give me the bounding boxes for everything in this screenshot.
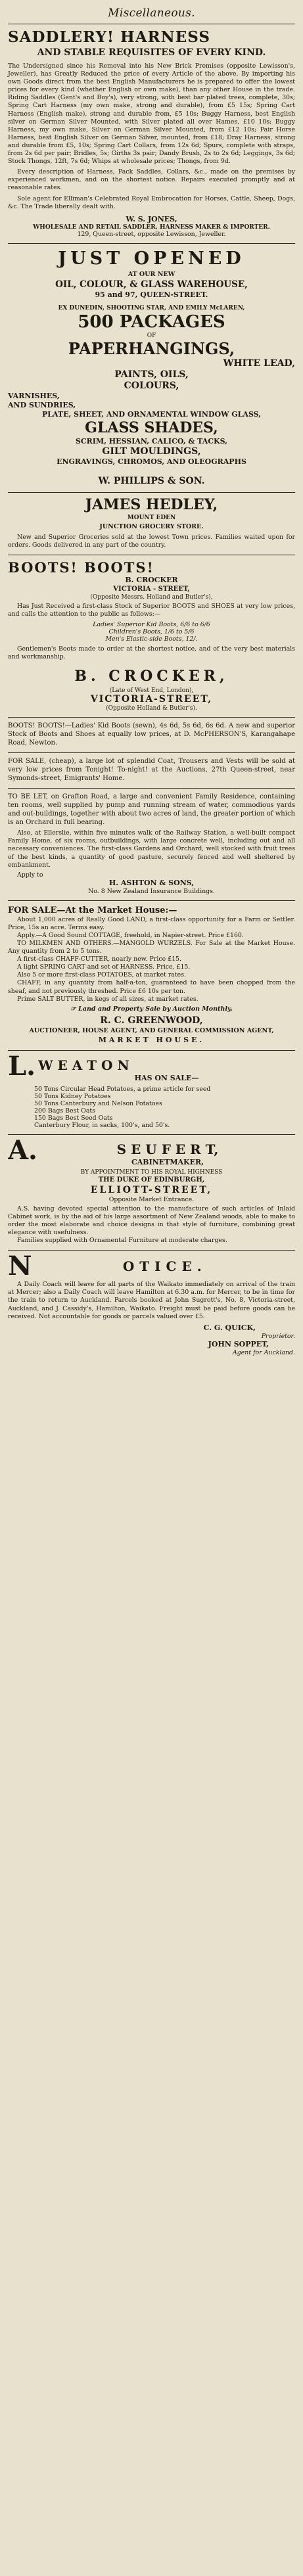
ad-body: Prime SALT BUTTER, in kegs of all sizes, at market rates.: [17, 995, 198, 1003]
ad-headline: JUST OPENED: [58, 248, 245, 269]
ad-list-item: 50 Tons Kidney Potatoes: [34, 1092, 111, 1100]
ad-title: AUCTIONEER, HOUSE AGENT, AND GENERAL COMMISSION AGENT,: [29, 1026, 274, 1034]
ad-headline: OTICE.: [122, 1258, 207, 1275]
ad-body-2: Also, at Ellerslie, within five minutes walk of the Railway Station, a well-built compact Family Home, of six rooms, outbuildings, with large concrete well, including out and all necessary conveniences. The first-class Gardens and Orchard, well stocked with fruit trees of the best kinds, a quantity of good pasture, securely fenced and well sheltered by embankment.: [8, 829, 295, 869]
ad-body: A light SPRING CART and set of HARNESS. Price, £15.: [17, 963, 191, 971]
ad-headline: W E A T O N: [38, 1057, 129, 1073]
ad-list-item: 50 Tons Canterbury and Nelson Potatoes: [34, 1099, 162, 1107]
ad-body: Apply.—A Good Sound COTTAGE, freehold, in Napier-street. Price £160.: [17, 931, 244, 939]
ad-body: New and Superior Groceries sold at the lowest Town prices. Families waited upon for orders. Goods delivered in any part of the country.: [8, 533, 295, 549]
ad-line: 95 and 97, QUEEN-STREET.: [95, 290, 208, 299]
ad-name: JOHN SOPPET,: [208, 1339, 269, 1348]
ad-line: VARNISHES,: [8, 391, 60, 400]
ad-subheadline: AND STABLE REQUISITES OF EVERY KIND.: [37, 47, 266, 58]
ad-name: R. C. GREENWOOD,: [100, 1015, 203, 1026]
ad-signature: W. PHILLIPS & SON.: [98, 475, 205, 486]
ad-line: VICTORIA-STREET,: [90, 694, 213, 705]
ad-signature-title: WHOLESALE AND RETAIL SADDLER, HARNESS MAKER & IMPORTER.: [33, 223, 270, 231]
ad-headline: S E U F E R T,: [116, 1141, 219, 1157]
ad-for-sale-cheap: [8, 753, 295, 789]
ad-paperhangings: PAPERHANGINGS,: [68, 338, 235, 358]
ad-packages: 500 PACKAGES: [78, 311, 225, 332]
ad-line: JUNCTION GROCERY STORE.: [99, 522, 204, 530]
ad-line: PLATE, SHEET, AND ORNAMENTAL WINDOW GLASS,: [41, 409, 262, 419]
ad-line: (Opposite Holland & Butler's).: [106, 705, 197, 712]
ad-address: 129, Queen-street, opposite Lewisson, Jeweller.: [77, 230, 226, 238]
ad-initial: A.: [8, 1138, 37, 1166]
ad-line: AND SUNDRIES,: [8, 400, 76, 409]
ad-just-opened: [8, 244, 295, 493]
ad-line: GILT MOULDINGS,: [102, 446, 201, 457]
ad-line: SCRIM, HESSIAN, CALICO, & TACKS,: [75, 436, 228, 446]
ad-hedley: [8, 493, 295, 555]
ad-headline: FOR SALE—At the Market House:—: [8, 905, 177, 915]
ad-initial: L.: [8, 1054, 36, 1082]
ad-list-item: Children's Boots, 1/6 to 5/6: [108, 628, 195, 636]
ad-body: FOR SALE, (cheap), a large lot of splendid Coat, Trousers and Vests will be sold at very low prices from Tonight! To-night! at the Auctions, 27th Queen-street, near Symonds-street, Emigrants' Home.: [8, 758, 295, 783]
ad-list-item: 200 Bags Best Oats: [34, 1107, 95, 1115]
ad-name: B. CROCKER: [125, 575, 178, 584]
ad-boots-mcpherson: [8, 718, 295, 753]
ad-body-3: Sole agent for Elliman's Celebrated Royal Embrocation for Horses, Cattle, Sheep, Dogs, &c. The Trade liberally dealt with.: [8, 195, 295, 210]
ad-body: A.S. having devoted special attention to the manufacture of such articles of Inlaid Cabinet work, is by the aid of his large assortment of New Zealand woods, able to make to order the most elaborate and choice designs in that style of furniture, combining great elegance with usefulness.: [8, 1205, 295, 1237]
ad-body: Also 5 or more first-class POTATOES, at market rates.: [17, 971, 186, 979]
ad-glass-shades: GLASS SHADES,: [85, 419, 218, 436]
ad-initial: N: [8, 1254, 32, 1279]
ad-title: CABINETMAKER,: [131, 1157, 204, 1166]
ad-list-item: 150 Bags Best Seed Oats: [34, 1114, 113, 1122]
ad-line: ENGRAVINGS, CHROMOS, AND OLEOGRAPHS: [57, 457, 246, 466]
ad-role: Proprietor.: [261, 1332, 295, 1340]
ad-body-2: Families supplied with Ornamental Furniture at moderate charges.: [17, 1237, 227, 1245]
section-header: Miscellaneous.: [8, 4, 295, 24]
ad-to-be-let: [8, 789, 295, 900]
ad-line: PAINTS, OILS,: [114, 369, 189, 380]
hand-pointer-icon: ☞: [70, 1005, 79, 1013]
ad-line: ELLIOTT-STREET,: [90, 1184, 213, 1195]
ad-body: About 1,000 acres of Really Good LAND, a first-class opportunity for a Farm or Settler. Price, 15s an acre. Terms easy.: [8, 915, 295, 931]
ad-line: HAS ON SALE—: [134, 1073, 199, 1082]
ad-line: BY APPOINTMENT TO HIS ROYAL HIGHNESS: [80, 1168, 223, 1176]
ad-list-item: Canterbury Flour, in sacks, 100's, and 50's.: [34, 1121, 170, 1129]
ad-headline: SADDLERY! HARNESS: [8, 28, 210, 46]
ad-body: BOOTS! BOOTS!—Ladies' Kid Boots (sewn), 4s 6d, 5s 6d, 6s 6d. A new and superior Stock of Boots and Shoes at equally low prices, at D. McPHERSON'S, Karangahape Road, Newton.: [8, 722, 295, 747]
ad-line: (Opposite Messrs. Holland and Butler's),: [90, 593, 213, 601]
ad-body: CHAFF, in any quantity from half-a-ton, guaranteed to have been chopped from the sheaf, and not previously threshed. Price £6 10s per ton.: [8, 979, 295, 995]
ad-notice-text: Land and Property Sale by Auction Monthly.: [78, 1005, 233, 1013]
ad-line: MOUNT EDEN: [127, 514, 176, 521]
ad-line: OF: [147, 332, 156, 339]
ad-list-item: Men's Elastic-side Boots, 12/.: [105, 635, 198, 643]
ad-address: No. 8 New Zealand Insurance Buildings.: [88, 887, 215, 895]
ad-line: Apply to: [17, 871, 43, 879]
ad-weaton: [8, 1051, 295, 1135]
ad-for-sale-market: [8, 901, 295, 1051]
ad-list-item: Ladies' Superior Kid Boots, 6/6 to 6/6: [93, 621, 210, 629]
ad-signature: W. S. JONES,: [126, 214, 177, 223]
ad-line: Opposite Market Entrance.: [108, 1195, 195, 1203]
ad-line: (Late of West End, London),: [109, 687, 194, 695]
ad-seufert: [8, 1135, 295, 1251]
ad-line: WHITE LEAD,: [223, 357, 295, 369]
ad-name-large: B. CROCKER,: [74, 668, 229, 685]
ad-name: H. ASHTON & SONS,: [108, 878, 195, 887]
ad-body: The Undersigned since his Removal into his New Brick Premises (opposite Lewisson's, Jeweller), has Greatly Reduced the price of every Article of the above. By importing his own Goods direct from the best English Manufacturers he is prepared to offer the lowest prices for every kind (whether English or own make), than any other House in the trade. Riding Saddles (Gent's and Boy's), very strong, with best bar plated trees, complete, 30s; Spring Cart Harness (my own make, strong and durable), from £5 15s; Spring Cart Harness (English make), strong and durable from, £5 10s; Buggy Harness, best English silver on German Silver Mounted, with Silver plated all over Hames, £10 10s; Buggy Harness, my own make, Silver on German Silver Mounted, from £12 10s; Pair Horse Harness, best English Silver on German Silver, mounted, from £18; Dray Harness, strong and durable from £5, 10s; Spring Cart Collars, from 12s 6d; Spurs, complete with straps, from 2s 6d per pair; Bridles, 5s; Girths 3s pair; Dandy Brush, 2s to 2s 6d; Leggings, 3s 6d; Stock Thongs, 12ft, 7s 6d; Whips at wholesale prices; Thongs, from 9d.: [8, 62, 295, 166]
ad-notice: [8, 1005, 295, 1013]
ad-body: TO MILKMEN AND OTHERS.—MANGOLD WURZELS. For Sale at the Market House. Any quantity from 2 to 5 tons.: [8, 940, 295, 955]
ad-saddlery: [8, 24, 295, 244]
ad-body-2: Gentlemen's Boots made to order at the shortest notice, and of the very best materials and workmanship.: [8, 645, 295, 661]
ad-body: A Daily Coach will leave for all parts of the Waikato immediately on arrival of the train at Mercer; also a Daily Coach will leave Hamilton at 6.30 a.m. for Mercer, to be in time for the train to return to Auckland. Parcels booked at John Sugrott's, No. 8, Victoria-street, Auckland, and J. Cassidy's, Hamilton, Waikato. Freight must be paid before goods can be received. Not accountable for goods or parcels valued over £5.: [8, 1281, 295, 1320]
ad-body: A first-class CHAFF-CUTTER, nearly new. Price £15.: [17, 955, 181, 963]
ad-role: Agent for Auckland.: [232, 1348, 295, 1356]
ad-line: EX DUNEDIN, SHOOTING STAR, AND EMILY McLAREN,: [58, 304, 245, 311]
ad-headline: BOOTS! BOOTS!: [8, 559, 154, 576]
ad-name: C. G. QUICK,: [203, 1323, 256, 1332]
ad-body-2: Every description of Harness, Pack Saddles, Collars, &c., made on the premises by experienced workmen, and on the shortest notice. Repairs executed promptly and at reasonable rates.: [8, 168, 295, 192]
ad-crocker: [8, 555, 295, 718]
ad-line: COLOURS,: [124, 380, 179, 391]
ad-list-item: 50 Tons Circular Head Potatoes, a prime article for seed: [34, 1085, 211, 1093]
ad-notice: [8, 1251, 295, 1361]
ad-body: TO BE LET, on Grafton Road, a large and convenient Family Residence, containing ten rooms, well supplied by pump and running stream of water, commodious yards and out-buildings, together with about two acres of land, the greater portion of which is an Orchard in full bearing.: [8, 793, 295, 827]
ad-line: AT OUR NEW: [128, 270, 175, 278]
ad-line: VICTORIA - STREET,: [113, 585, 190, 593]
ad-line: THE DUKE OF EDINBURGH,: [98, 1176, 205, 1184]
ad-headline: JAMES HEDLEY,: [85, 495, 218, 513]
ad-line: OIL, COLOUR, & GLASS WAREHOUSE,: [55, 279, 248, 290]
ad-address: MARKET HOUSE.: [98, 1035, 205, 1044]
ad-body: Has Just Received a first-class Stock of Superior BOOTS and SHOES at very low prices, and calls the attention to the public as follows:—: [8, 602, 295, 618]
